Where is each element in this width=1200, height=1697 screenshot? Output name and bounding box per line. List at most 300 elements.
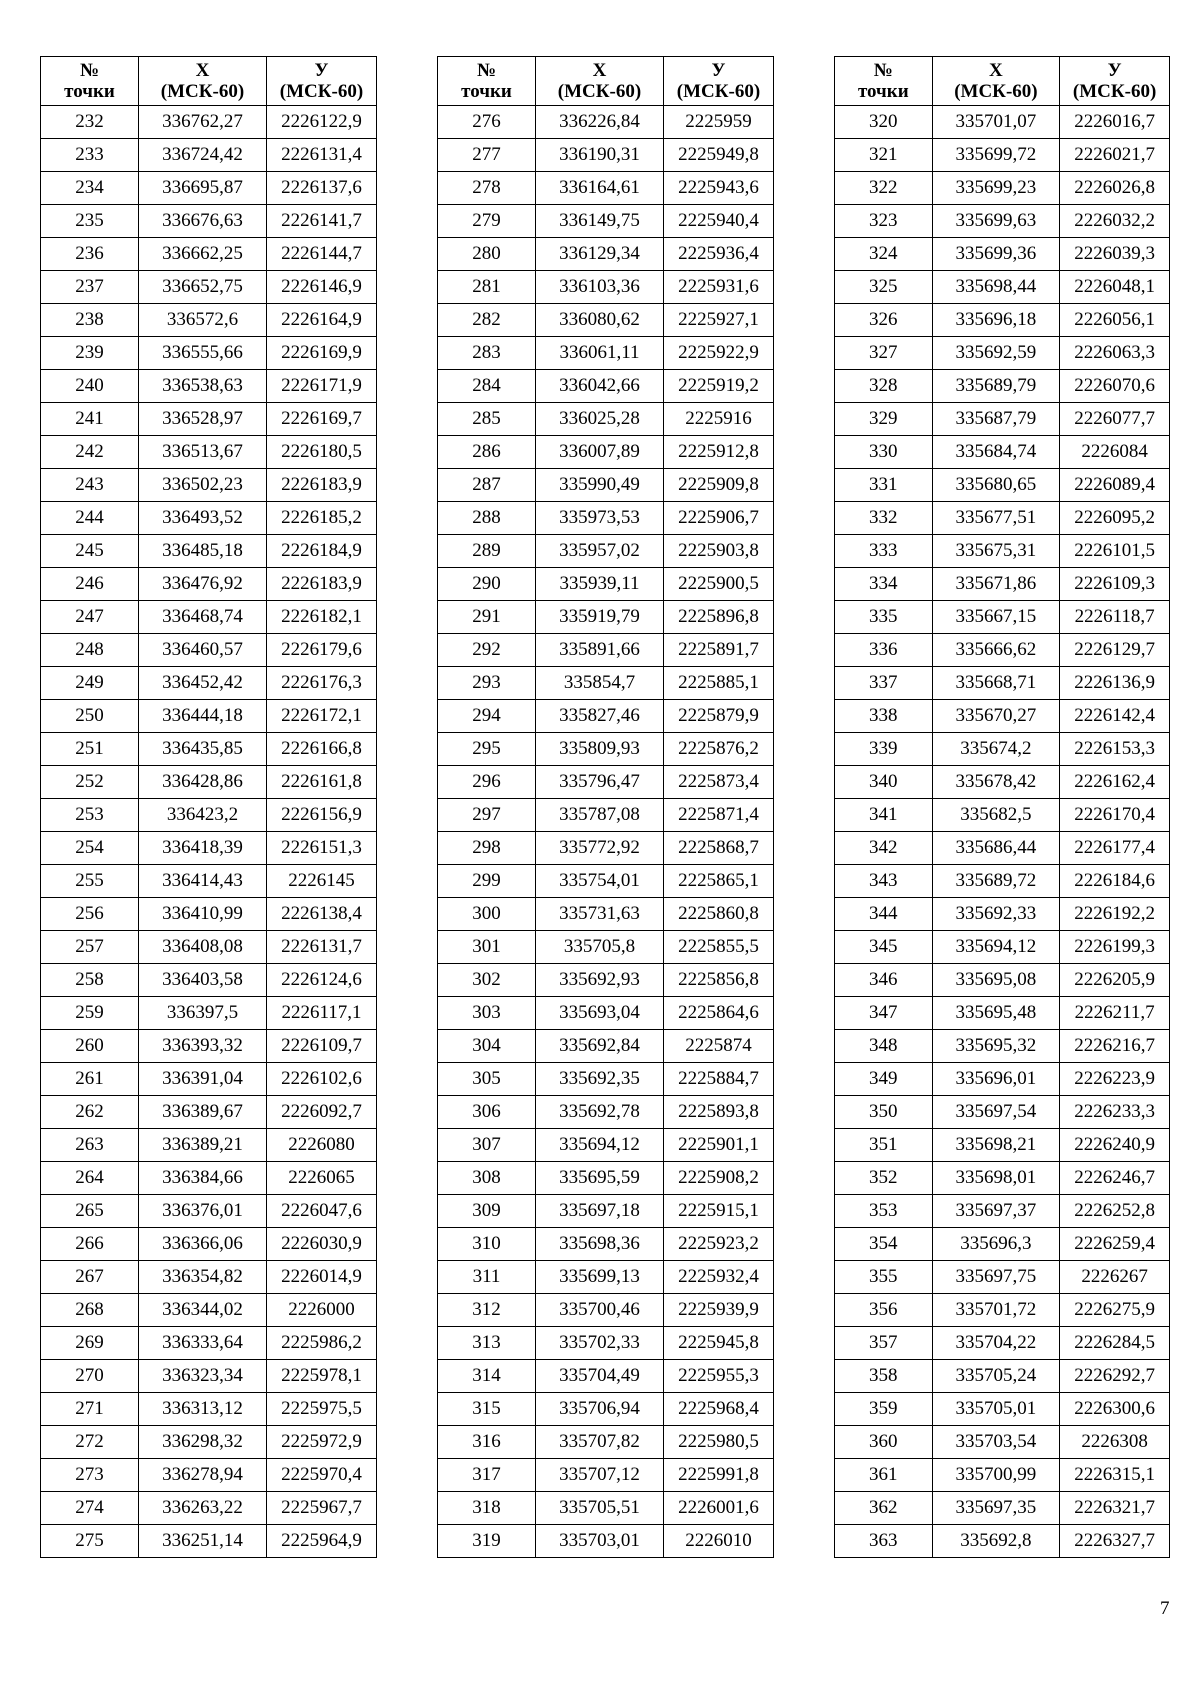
x-coordinate-cell: 335695,32 — [932, 1030, 1060, 1063]
point-number-cell: 275 — [41, 1525, 139, 1558]
x-coordinate-cell: 335699,23 — [932, 172, 1060, 205]
y-coordinate-cell: 2225864,6 — [664, 997, 774, 1030]
point-number-cell: 307 — [438, 1129, 536, 1162]
table-row — [835, 403, 1170, 436]
y-coordinate-cell: 2226192,2 — [1060, 898, 1170, 931]
y-coordinate-cell: 2226233,3 — [1060, 1096, 1170, 1129]
table-row — [438, 1129, 774, 1162]
y-coordinate-cell: 2226124,6 — [267, 964, 377, 997]
y-coordinate-cell: 2226199,3 — [1060, 931, 1170, 964]
y-coordinate-cell: 2225856,8 — [664, 964, 774, 997]
point-number-cell: 322 — [835, 172, 933, 205]
table-row — [41, 1261, 377, 1294]
point-number-cell: 257 — [41, 931, 139, 964]
y-coordinate-cell: 2226180,5 — [267, 436, 377, 469]
x-coordinate-cell: 336676,63 — [139, 205, 267, 238]
x-coordinate-header: X (МСК-60) — [932, 57, 1060, 106]
table-row — [41, 997, 377, 1030]
point-number-cell: 359 — [835, 1393, 933, 1426]
point-number-cell: 338 — [835, 700, 933, 733]
y-coordinate-cell: 2225975,5 — [267, 1393, 377, 1426]
y-coordinate-cell: 2226151,3 — [267, 832, 377, 865]
y-coordinate-cell: 2226179,6 — [267, 634, 377, 667]
y-coordinate-cell: 2225912,8 — [664, 436, 774, 469]
y-coordinate-cell: 2225900,5 — [664, 568, 774, 601]
x-coordinate-cell: 335704,22 — [932, 1327, 1060, 1360]
table-row — [41, 1030, 377, 1063]
point-number-cell: 241 — [41, 403, 139, 436]
point-number-cell: 354 — [835, 1228, 933, 1261]
table-row — [438, 1459, 774, 1492]
point-number-cell: 235 — [41, 205, 139, 238]
table-row — [438, 1393, 774, 1426]
y-coordinate-cell: 2225915,1 — [664, 1195, 774, 1228]
table-row — [41, 1129, 377, 1162]
point-number-cell: 277 — [438, 139, 536, 172]
table-row — [438, 667, 774, 700]
point-number-cell: 327 — [835, 337, 933, 370]
point-number-cell: 296 — [438, 766, 536, 799]
point-number-cell: 320 — [835, 106, 933, 139]
y-coordinate-cell: 2225986,2 — [267, 1327, 377, 1360]
x-coordinate-cell: 335674,2 — [932, 733, 1060, 766]
point-number-cell: 261 — [41, 1063, 139, 1096]
x-coordinate-cell: 336555,66 — [139, 337, 267, 370]
y-coordinate-header: У (МСК-60) — [267, 57, 377, 106]
point-number-header: № точки — [835, 57, 933, 106]
x-coordinate-cell: 335703,01 — [536, 1525, 664, 1558]
point-number-cell: 352 — [835, 1162, 933, 1195]
table-row — [835, 271, 1170, 304]
y-coordinate-cell: 2226169,7 — [267, 403, 377, 436]
table-row — [835, 1195, 1170, 1228]
table-row — [41, 1459, 377, 1492]
y-coordinate-cell: 2226184,6 — [1060, 865, 1170, 898]
x-coordinate-cell: 335697,54 — [932, 1096, 1060, 1129]
y-coordinate-cell: 2225964,9 — [267, 1525, 377, 1558]
table-row — [835, 1096, 1170, 1129]
y-coordinate-cell: 2226275,9 — [1060, 1294, 1170, 1327]
y-coordinate-cell: 2225967,7 — [267, 1492, 377, 1525]
x-coordinate-cell: 336333,64 — [139, 1327, 267, 1360]
point-number-cell: 292 — [438, 634, 536, 667]
y-coordinate-cell: 2226109,7 — [267, 1030, 377, 1063]
y-coordinate-cell: 2226315,1 — [1060, 1459, 1170, 1492]
y-coordinate-cell: 2226014,9 — [267, 1261, 377, 1294]
point-number-cell: 249 — [41, 667, 139, 700]
x-coordinate-cell: 336061,11 — [536, 337, 664, 370]
table-row — [41, 304, 377, 337]
point-number-cell: 345 — [835, 931, 933, 964]
y-coordinate-cell: 2225855,5 — [664, 931, 774, 964]
table-row — [438, 634, 774, 667]
point-number-cell: 247 — [41, 601, 139, 634]
x-coordinate-cell: 336423,2 — [139, 799, 267, 832]
y-coordinate-cell: 2226117,1 — [267, 997, 377, 1030]
table-row — [835, 238, 1170, 271]
table-row — [41, 1162, 377, 1195]
x-coordinate-cell: 335694,12 — [932, 931, 1060, 964]
y-coordinate-cell: 2226246,7 — [1060, 1162, 1170, 1195]
y-coordinate-cell: 2225931,6 — [664, 271, 774, 304]
table-row — [835, 304, 1170, 337]
y-coordinate-cell: 2225860,8 — [664, 898, 774, 931]
table-row — [438, 1261, 774, 1294]
y-coordinate-cell: 2226047,6 — [267, 1195, 377, 1228]
y-coordinate-cell: 2226211,7 — [1060, 997, 1170, 1030]
header-row — [438, 57, 774, 106]
x-coordinate-cell: 336393,32 — [139, 1030, 267, 1063]
table-row — [438, 271, 774, 304]
x-coordinate-cell: 335689,79 — [932, 370, 1060, 403]
table-row — [438, 502, 774, 535]
point-number-cell: 268 — [41, 1294, 139, 1327]
y-coordinate-cell: 2225970,4 — [267, 1459, 377, 1492]
x-coordinate-cell: 336344,02 — [139, 1294, 267, 1327]
point-number-cell: 299 — [438, 865, 536, 898]
x-coordinate-cell: 336572,6 — [139, 304, 267, 337]
table-row — [41, 733, 377, 766]
point-number-cell: 244 — [41, 502, 139, 535]
y-coordinate-cell: 2226144,7 — [267, 238, 377, 271]
point-number-cell: 237 — [41, 271, 139, 304]
x-coordinate-cell: 335700,46 — [536, 1294, 664, 1327]
x-coordinate-cell: 335687,79 — [932, 403, 1060, 436]
table-row — [835, 1228, 1170, 1261]
table-row — [835, 898, 1170, 931]
x-coordinate-cell: 335697,35 — [932, 1492, 1060, 1525]
x-coordinate-cell: 335692,78 — [536, 1096, 664, 1129]
table-row — [438, 535, 774, 568]
y-coordinate-cell: 2226030,9 — [267, 1228, 377, 1261]
x-coordinate-cell: 336251,14 — [139, 1525, 267, 1558]
table-row — [438, 1492, 774, 1525]
point-number-cell: 321 — [835, 139, 933, 172]
x-coordinate-cell: 335698,01 — [932, 1162, 1060, 1195]
x-coordinate-cell: 335699,36 — [932, 238, 1060, 271]
y-coordinate-cell: 2226169,9 — [267, 337, 377, 370]
point-number-cell: 314 — [438, 1360, 536, 1393]
point-number-cell: 242 — [41, 436, 139, 469]
x-coordinate-cell: 336528,97 — [139, 403, 267, 436]
y-coordinate-cell: 2226142,4 — [1060, 700, 1170, 733]
x-coordinate-cell: 336762,27 — [139, 106, 267, 139]
point-number-cell: 323 — [835, 205, 933, 238]
y-coordinate-cell: 2226080 — [267, 1129, 377, 1162]
point-number-cell: 301 — [438, 931, 536, 964]
y-coordinate-cell: 2225923,2 — [664, 1228, 774, 1261]
point-number-cell: 351 — [835, 1129, 933, 1162]
table-row — [41, 1096, 377, 1129]
x-coordinate-cell: 335698,44 — [932, 271, 1060, 304]
x-coordinate-cell: 335696,3 — [932, 1228, 1060, 1261]
x-coordinate-cell: 335701,72 — [932, 1294, 1060, 1327]
y-coordinate-cell: 2226000 — [267, 1294, 377, 1327]
x-coordinate-cell: 335692,59 — [932, 337, 1060, 370]
table-row — [438, 304, 774, 337]
point-number-cell: 343 — [835, 865, 933, 898]
point-number-cell: 253 — [41, 799, 139, 832]
table-row — [438, 238, 774, 271]
table-row — [41, 1426, 377, 1459]
point-number-cell: 308 — [438, 1162, 536, 1195]
table-row — [41, 568, 377, 601]
y-coordinate-cell: 2225865,1 — [664, 865, 774, 898]
point-number-cell: 334 — [835, 568, 933, 601]
x-coordinate-cell: 336384,66 — [139, 1162, 267, 1195]
x-coordinate-cell: 336042,66 — [536, 370, 664, 403]
table-row — [835, 799, 1170, 832]
y-coordinate-cell: 2226308 — [1060, 1426, 1170, 1459]
x-coordinate-cell: 336435,85 — [139, 733, 267, 766]
y-coordinate-cell: 2225943,6 — [664, 172, 774, 205]
table-row — [438, 436, 774, 469]
table-row — [835, 832, 1170, 865]
y-coordinate-cell: 2226321,7 — [1060, 1492, 1170, 1525]
point-number-cell: 287 — [438, 469, 536, 502]
table-row — [41, 1492, 377, 1525]
y-coordinate-cell: 2225932,4 — [664, 1261, 774, 1294]
point-number-cell: 280 — [438, 238, 536, 271]
table-row — [835, 568, 1170, 601]
point-number-cell: 330 — [835, 436, 933, 469]
x-coordinate-cell: 335891,66 — [536, 634, 664, 667]
table-row — [41, 271, 377, 304]
y-coordinate-cell: 2226161,8 — [267, 766, 377, 799]
point-number-cell: 240 — [41, 370, 139, 403]
x-coordinate-cell: 336397,5 — [139, 997, 267, 1030]
x-coordinate-cell: 335697,37 — [932, 1195, 1060, 1228]
table-row — [835, 997, 1170, 1030]
table-row — [41, 1525, 377, 1558]
table-row — [835, 469, 1170, 502]
table-row — [41, 205, 377, 238]
y-coordinate-cell: 2226141,7 — [267, 205, 377, 238]
point-number-cell: 258 — [41, 964, 139, 997]
point-number-cell: 315 — [438, 1393, 536, 1426]
y-coordinate-header: У (МСК-60) — [1060, 57, 1170, 106]
y-coordinate-cell: 2226109,3 — [1060, 568, 1170, 601]
table-row — [438, 1162, 774, 1195]
point-number-cell: 358 — [835, 1360, 933, 1393]
table-row — [41, 700, 377, 733]
y-coordinate-cell: 2225885,1 — [664, 667, 774, 700]
y-coordinate-cell: 2226240,9 — [1060, 1129, 1170, 1162]
point-number-cell: 276 — [438, 106, 536, 139]
point-number-cell: 362 — [835, 1492, 933, 1525]
point-number-cell: 325 — [835, 271, 933, 304]
x-coordinate-cell: 335705,51 — [536, 1492, 664, 1525]
point-number-cell: 324 — [835, 238, 933, 271]
table-row — [438, 469, 774, 502]
table-row — [438, 1360, 774, 1393]
y-coordinate-cell: 2225874 — [664, 1030, 774, 1063]
coordinate-tables — [40, 56, 1170, 1556]
point-number-cell: 336 — [835, 634, 933, 667]
table-row — [438, 1327, 774, 1360]
y-coordinate-cell: 2226089,4 — [1060, 469, 1170, 502]
point-number-cell: 262 — [41, 1096, 139, 1129]
table-row — [438, 601, 774, 634]
x-coordinate-cell: 335702,33 — [536, 1327, 664, 1360]
point-number-cell: 289 — [438, 535, 536, 568]
table-row — [41, 601, 377, 634]
x-coordinate-cell: 335692,8 — [932, 1525, 1060, 1558]
table-row — [835, 1525, 1170, 1558]
x-coordinate-cell: 335919,79 — [536, 601, 664, 634]
table-row — [835, 700, 1170, 733]
y-coordinate-cell: 2226223,9 — [1060, 1063, 1170, 1096]
y-coordinate-cell: 2225955,3 — [664, 1360, 774, 1393]
table-row — [835, 1129, 1170, 1162]
table-row — [835, 766, 1170, 799]
x-coordinate-cell: 336485,18 — [139, 535, 267, 568]
point-number-cell: 264 — [41, 1162, 139, 1195]
x-coordinate-header: X (МСК-60) — [139, 57, 267, 106]
x-coordinate-cell: 335990,49 — [536, 469, 664, 502]
table-row — [438, 1426, 774, 1459]
y-coordinate-cell: 2226070,6 — [1060, 370, 1170, 403]
y-coordinate-cell: 2225936,4 — [664, 238, 774, 271]
table-row — [438, 997, 774, 1030]
table-row — [41, 1327, 377, 1360]
x-coordinate-cell: 336408,08 — [139, 931, 267, 964]
x-coordinate-cell: 335689,72 — [932, 865, 1060, 898]
point-number-header: № точки — [41, 57, 139, 106]
y-coordinate-cell: 2225919,2 — [664, 370, 774, 403]
y-coordinate-cell: 2226118,7 — [1060, 601, 1170, 634]
x-coordinate-cell: 335684,74 — [932, 436, 1060, 469]
x-coordinate-cell: 335686,44 — [932, 832, 1060, 865]
point-number-cell: 288 — [438, 502, 536, 535]
y-coordinate-cell: 2225901,1 — [664, 1129, 774, 1162]
table-row — [438, 1063, 774, 1096]
table-row — [835, 436, 1170, 469]
table-row — [835, 1459, 1170, 1492]
table-row — [41, 766, 377, 799]
table-row — [438, 766, 774, 799]
y-coordinate-cell: 2226131,4 — [267, 139, 377, 172]
table-row — [438, 799, 774, 832]
point-number-cell: 333 — [835, 535, 933, 568]
table-row — [438, 1228, 774, 1261]
table-row — [438, 139, 774, 172]
table-row — [438, 964, 774, 997]
x-coordinate-cell: 336190,31 — [536, 139, 664, 172]
point-number-cell: 339 — [835, 733, 933, 766]
point-number-cell: 303 — [438, 997, 536, 1030]
table-row — [835, 1426, 1170, 1459]
point-number-cell: 248 — [41, 634, 139, 667]
x-coordinate-cell: 335692,93 — [536, 964, 664, 997]
y-coordinate-cell: 2226065 — [267, 1162, 377, 1195]
point-number-cell: 309 — [438, 1195, 536, 1228]
x-coordinate-cell: 336724,42 — [139, 139, 267, 172]
y-coordinate-cell: 2226292,7 — [1060, 1360, 1170, 1393]
point-number-cell: 353 — [835, 1195, 933, 1228]
table-row — [438, 205, 774, 238]
coordinates-table-1 — [40, 56, 377, 1558]
x-coordinate-cell: 336391,04 — [139, 1063, 267, 1096]
x-coordinate-cell: 335809,93 — [536, 733, 664, 766]
table-row — [41, 370, 377, 403]
point-number-cell: 260 — [41, 1030, 139, 1063]
x-coordinate-cell: 335957,02 — [536, 535, 664, 568]
table-row — [438, 931, 774, 964]
y-coordinate-cell: 2225879,9 — [664, 700, 774, 733]
x-coordinate-cell: 335696,18 — [932, 304, 1060, 337]
table-row — [835, 601, 1170, 634]
x-coordinate-cell: 335796,47 — [536, 766, 664, 799]
point-number-cell: 255 — [41, 865, 139, 898]
x-coordinate-cell: 335695,59 — [536, 1162, 664, 1195]
x-coordinate-cell: 336129,34 — [536, 238, 664, 271]
x-coordinate-cell: 335827,46 — [536, 700, 664, 733]
x-coordinate-cell: 335695,48 — [932, 997, 1060, 1030]
x-coordinate-cell: 336538,63 — [139, 370, 267, 403]
header-row — [41, 57, 377, 106]
y-coordinate-cell: 2226092,7 — [267, 1096, 377, 1129]
point-number-cell: 286 — [438, 436, 536, 469]
point-number-cell: 238 — [41, 304, 139, 337]
y-coordinate-cell: 2226102,6 — [267, 1063, 377, 1096]
point-number-cell: 232 — [41, 106, 139, 139]
point-number-cell: 265 — [41, 1195, 139, 1228]
x-coordinate-cell: 335682,5 — [932, 799, 1060, 832]
point-number-cell: 316 — [438, 1426, 536, 1459]
y-coordinate-cell: 2226048,1 — [1060, 271, 1170, 304]
table-row — [41, 436, 377, 469]
point-number-cell: 266 — [41, 1228, 139, 1261]
point-number-cell: 245 — [41, 535, 139, 568]
y-coordinate-cell: 2225896,8 — [664, 601, 774, 634]
y-coordinate-cell: 2226164,9 — [267, 304, 377, 337]
x-coordinate-cell: 335699,72 — [932, 139, 1060, 172]
y-coordinate-cell: 2226300,6 — [1060, 1393, 1170, 1426]
point-number-cell: 313 — [438, 1327, 536, 1360]
point-number-cell: 356 — [835, 1294, 933, 1327]
point-number-cell: 246 — [41, 568, 139, 601]
table-row — [438, 1195, 774, 1228]
table-row — [41, 469, 377, 502]
point-number-cell: 363 — [835, 1525, 933, 1558]
x-coordinate-cell: 336389,67 — [139, 1096, 267, 1129]
y-coordinate-cell: 2225868,7 — [664, 832, 774, 865]
point-number-cell: 318 — [438, 1492, 536, 1525]
point-number-cell: 346 — [835, 964, 933, 997]
table-row — [835, 1063, 1170, 1096]
table-row — [835, 205, 1170, 238]
point-number-cell: 283 — [438, 337, 536, 370]
y-coordinate-cell: 2226176,3 — [267, 667, 377, 700]
y-coordinate-cell: 2226145 — [267, 865, 377, 898]
y-coordinate-cell: 2226259,4 — [1060, 1228, 1170, 1261]
point-number-cell: 281 — [438, 271, 536, 304]
table-row — [835, 1393, 1170, 1426]
y-coordinate-cell: 2226183,9 — [267, 469, 377, 502]
x-coordinate-cell: 336298,32 — [139, 1426, 267, 1459]
y-coordinate-cell: 2225978,1 — [267, 1360, 377, 1393]
table-row — [835, 106, 1170, 139]
x-coordinate-cell: 336263,22 — [139, 1492, 267, 1525]
y-coordinate-cell: 2225939,9 — [664, 1294, 774, 1327]
y-coordinate-cell: 2226056,1 — [1060, 304, 1170, 337]
x-coordinate-cell: 335939,11 — [536, 568, 664, 601]
point-number-cell: 312 — [438, 1294, 536, 1327]
x-coordinate-cell: 336502,23 — [139, 469, 267, 502]
point-number-cell: 291 — [438, 601, 536, 634]
y-coordinate-cell: 2225903,8 — [664, 535, 774, 568]
